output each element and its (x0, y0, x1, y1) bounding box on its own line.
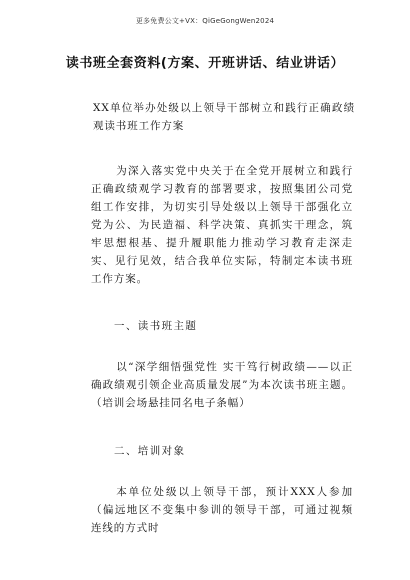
document-subtitle: XX单位举办处级以上领导干部树立和践行正确政绩观读书班工作方案 (93, 102, 355, 132)
top-banner: 更多免费公文+VX：QiGeGongWen2024 (135, 17, 275, 25)
section-heading-audience: 二、培训对象 (114, 445, 186, 457)
section-body-theme: 以“深学细悟强党性 实干笃行树政绩——以正确政绩观引领企业高质量发展”为本次读书班主题。（培训会场悬挂同名电子条幅） (91, 361, 353, 409)
section-body-audience: 本单位处级以上领导干部，预计XXX人参加（偏远地区不变集中参训的领导干部，可通过视频连线的方式时 (91, 486, 353, 534)
intro-paragraph: 为深入落实党中央关于在全党开展树立和践行正确政绩观学习教育的部署要求，按照集团公司党组工作安排，为切实引导处级以上领导干部强化立党为公、为民造福、科学决策、真抓实干理念，筑牢思想根基、提升履职能力推动学习教育走深走实、见行见效，结合我单位实际，特制定本读书班工作方案。 (91, 165, 353, 285)
document-title: 读书班全套资料(方案、开班讲话、结业讲话） (65, 56, 345, 71)
section-heading-theme: 一、读书班主题 (114, 320, 198, 332)
